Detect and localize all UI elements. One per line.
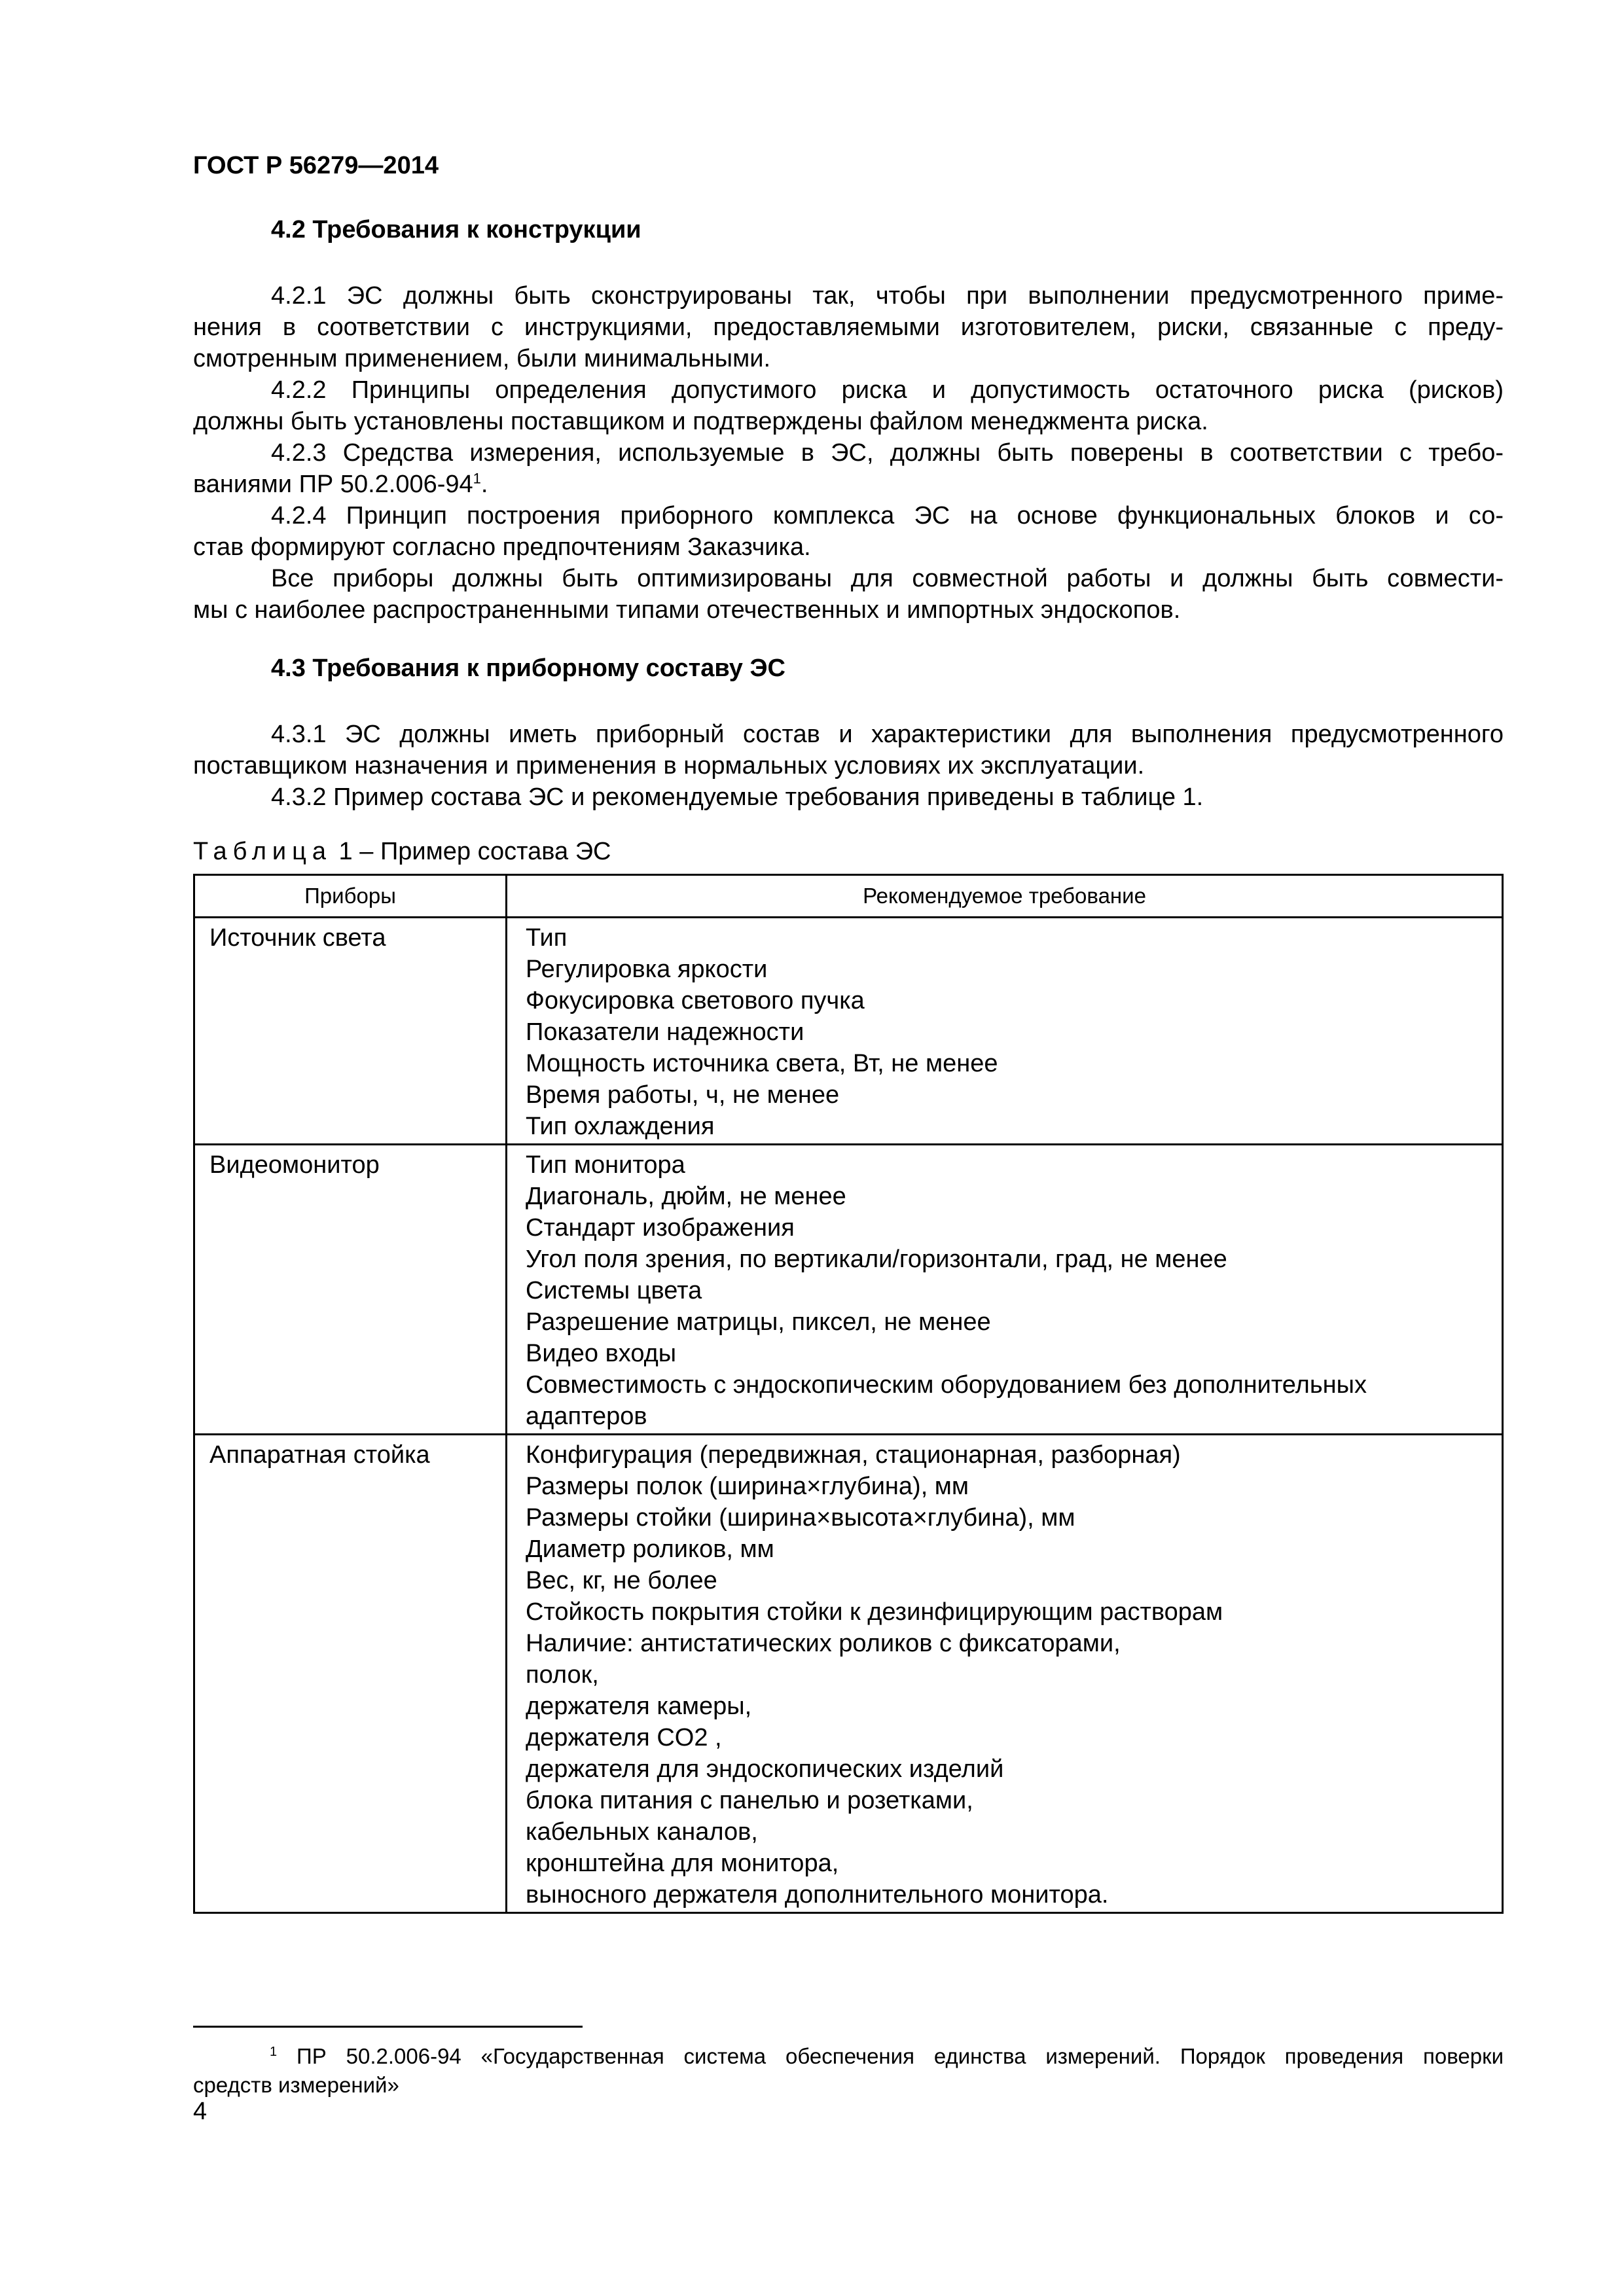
column-header-requirement: Рекомендуемое требование: [507, 875, 1503, 918]
requirement-item: Тип монитора: [526, 1151, 685, 1179]
footnote-line: [193, 2042, 1504, 2071]
text-line: смотренным применением, были минимальными.: [193, 345, 770, 372]
requirement-item: Вес, кг, не более: [526, 1567, 717, 1594]
requirement-item: Совместимость с эндоскопическим оборудованием без дополнительных: [526, 1371, 1367, 1399]
text-line: 4.3.1 ЭС должны иметь приборный состав и характеристики для выполнения предусмотренного: [271, 721, 1504, 748]
requirement-item: Разрешение матрицы, пиксел, не менее: [526, 1308, 991, 1336]
requirement-item: Видео входы: [526, 1340, 677, 1367]
table-caption-title: 1 – Пример состава ЭС: [332, 838, 611, 865]
requirement-item: адаптеров: [526, 1403, 647, 1430]
requirements-cell: [507, 1145, 1503, 1435]
table-row: [194, 1435, 1503, 1913]
requirement-item: Стойкость покрытия стойки к дезинфицирующим растворам: [526, 1598, 1223, 1626]
requirement-item: кронштейна для монитора,: [526, 1850, 839, 1877]
requirements-cell: [507, 918, 1503, 1145]
requirement-item: Наличие: антистатических роликов с фиксаторами,: [526, 1630, 1121, 1657]
footnote-reference: 1: [473, 470, 481, 487]
requirement-item: выносного держателя дополнительного монитора.: [526, 1881, 1109, 1909]
requirement-item: Время работы, ч, не менее: [526, 1081, 840, 1109]
text-line: мы с наиболее распространенными типами отечественных и импортных эндоскопов.: [193, 596, 1181, 624]
paragraph-4-3-2: [193, 781, 1504, 813]
text-line: нения в соответствии с инструкциями, предоставляемыми изготовителем, риски, связанные с преду-: [193, 314, 1504, 341]
column-header-devices: Приборы: [194, 875, 507, 918]
table-caption-label: Таблица: [193, 838, 332, 865]
section-heading-4-3: 4.3 Требования к приборному составу ЭС: [271, 655, 785, 682]
text-fragment: ваниями ПР 50.2.006-94: [193, 471, 473, 498]
requirement-item: Конфигурация (передвижная, стационарная, разборная): [526, 1441, 1181, 1469]
requirement-item: блока питания с панелью и розетками,: [526, 1787, 973, 1814]
text-fragment: .: [480, 471, 488, 498]
footnote-mark: 1: [270, 2045, 278, 2059]
requirement-item: Диаметр роликов, мм: [526, 1535, 774, 1563]
requirement-item: Системы цвета: [526, 1277, 702, 1304]
text-line: Все приборы должны быть оптимизированы для совместной работы и должны быть совмести-: [271, 565, 1504, 592]
paragraph-4-2-3: [193, 437, 1504, 500]
requirement-item: Размеры полок (ширина×глубина), мм: [526, 1473, 969, 1500]
text-line: 4.3.2 Пример состава ЭС и рекомендуемые требования приведены в таблице 1.: [271, 783, 1204, 811]
table-caption: [193, 838, 611, 866]
requirement-item: кабельных каналов,: [526, 1818, 758, 1846]
document-id: ГОСТ Р 56279—2014: [193, 152, 439, 179]
requirement-item: Угол поля зрения, по вертикали/горизонтали, град, не менее: [526, 1246, 1227, 1273]
paragraph-4-3-1: [193, 719, 1504, 781]
requirement-item: Мощность источника света, Вт, не менее: [526, 1050, 998, 1077]
device-cell: Видеомонитор: [194, 1145, 507, 1435]
text-line: 4.2.4 Принцип построения приборного комплекса ЭС на основе функциональных блоков и со-: [271, 502, 1504, 529]
requirement-item: держателя для эндоскопических изделий: [526, 1755, 1004, 1783]
requirement-item: держателя CO2 ,: [526, 1724, 722, 1751]
footnote-line: средств измерений»: [193, 2073, 399, 2097]
page-number: 4: [193, 2098, 208, 2125]
requirement-item: полок,: [526, 1661, 599, 1689]
text-line: [193, 469, 1504, 500]
requirement-item: Стандарт изображения: [526, 1214, 795, 1242]
text-line: 4.2.1 ЭС должны быть сконструированы так, чтобы при выполнении предусмотренного приме-: [271, 282, 1504, 310]
requirement-item: Фокусировка светового пучка: [526, 987, 865, 1014]
paragraph-4-2-4: [193, 500, 1504, 563]
footnote-text: ПР 50.2.006-94 «Государственная система обеспечения единства измерений. Порядок проведения поверки: [297, 2044, 1504, 2068]
section-heading-4-2: 4.2 Требования к конструкции: [271, 216, 641, 243]
text-line: поставщиком назначения и применения в нормальных условиях их эксплуатации.: [193, 752, 1145, 780]
footnote: [193, 2042, 1504, 2100]
device-cell: Источник света: [194, 918, 507, 1145]
requirement-item: Диагональ, дюйм, не менее: [526, 1183, 846, 1210]
paragraph-4-2-1: [193, 280, 1504, 374]
requirement-item: Размеры стойки (ширина×высота×глубина), мм: [526, 1504, 1075, 1532]
table-body: [194, 918, 1503, 1913]
requirement-item: Тип: [526, 924, 568, 952]
device-cell: Аппаратная стойка: [194, 1435, 507, 1913]
equipment-table: [193, 874, 1504, 1914]
table-row: [194, 918, 1503, 1145]
text-line: 4.2.2 Принципы определения допустимого риска и допустимость остаточного риска (рисков): [271, 376, 1504, 404]
requirement-item: Регулировка яркости: [526, 956, 768, 983]
table-header-row: [194, 875, 1503, 918]
text-line: став формируют согласно предпочтениям Заказчика.: [193, 533, 811, 561]
table-row: [194, 1145, 1503, 1435]
requirement-item: Тип охлаждения: [526, 1113, 715, 1140]
paragraph-4-2-2: [193, 374, 1504, 437]
requirement-item: Показатели надежности: [526, 1018, 804, 1046]
requirements-cell: [507, 1435, 1503, 1913]
paragraph-compatibility: [193, 563, 1504, 626]
footnote-separator: [193, 2026, 583, 2028]
text-line: 4.2.3 Средства измерения, используемые в ЭС, должны быть поверены в соответствии с требо-: [271, 439, 1504, 467]
text-line: должны быть установлены поставщиком и подтверждены файлом менеджмента риска.: [193, 408, 1208, 435]
requirement-item: держателя камеры,: [526, 1693, 752, 1720]
